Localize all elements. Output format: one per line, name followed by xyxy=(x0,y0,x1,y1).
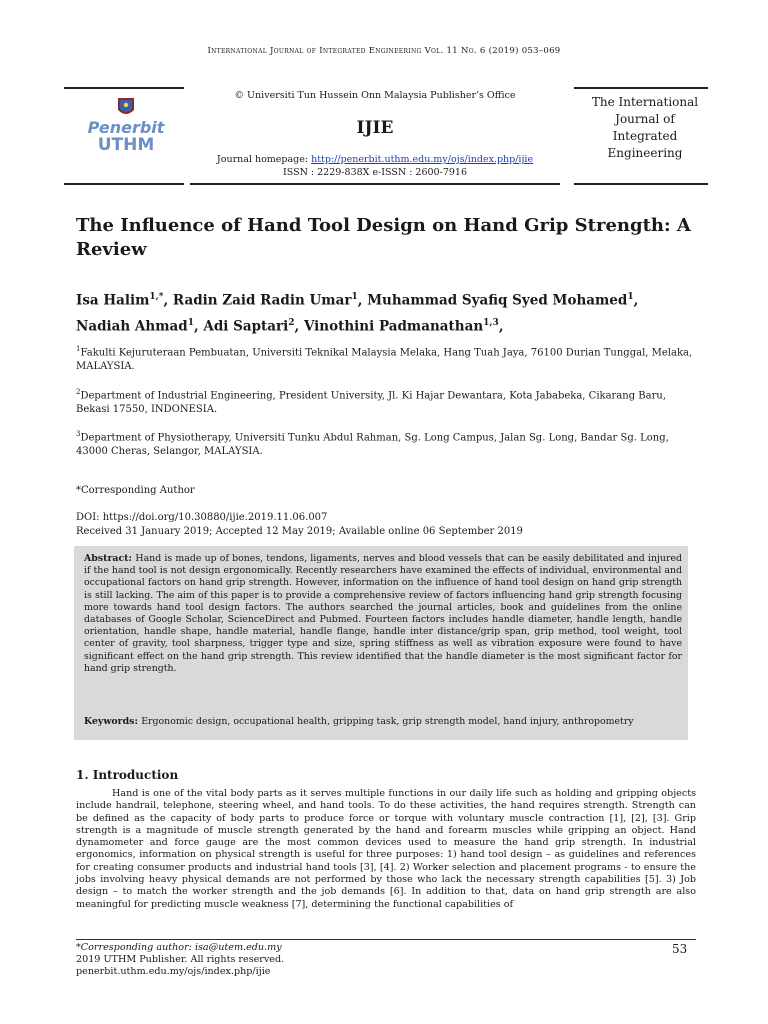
author-name: Radin Zaid Radin Umar xyxy=(172,292,352,309)
footer-publisher: 2019 UTHM Publisher. All rights reserved. xyxy=(76,954,285,965)
affiliation-text: Department of Industrial Engineering, President University, Jl. Ki Hajar Dewantara, Kota Jababeka, Cikarang Baru, Bekasi 17550, INDONESIA. xyxy=(76,390,667,416)
author-sep: , xyxy=(163,292,173,309)
header-rule-right-bottom xyxy=(574,183,708,185)
journal-name-line: Journal of xyxy=(615,112,675,126)
article-title: The Influence of Hand Tool Design on Hand Grip Strength: A Review xyxy=(76,215,691,260)
footer-email: *Corresponding author: isa@utem.edu.my xyxy=(76,942,282,953)
page-number: 53 xyxy=(672,942,688,956)
author-list xyxy=(76,286,716,337)
publisher-logo xyxy=(84,96,168,160)
footer-block xyxy=(76,942,284,978)
author-name: Adi Saptari xyxy=(203,318,289,334)
keywords-text: Ergonomic design, occupational health, gripping task, grip strength model, hand injury, anthropometry xyxy=(141,716,634,727)
author-sep: , xyxy=(294,318,304,334)
homepage-label: Journal homepage: xyxy=(216,154,312,165)
author-sep: , xyxy=(498,318,504,334)
affiliation xyxy=(76,342,696,374)
author-sep: , xyxy=(633,292,639,309)
author-sup: 1 xyxy=(187,317,194,328)
journal-abbrev: IJIE xyxy=(356,118,394,138)
author-sup: 1 xyxy=(351,292,358,302)
article-dates: Received 31 January 2019; Accepted 12 May 2019; Available online 06 September 2019 xyxy=(76,526,523,537)
issn-line: ISSN : 2229-838X e-ISSN : 2600-7916 xyxy=(282,167,467,178)
affiliation-sup: 1 xyxy=(76,345,81,353)
author-sup: 1 xyxy=(627,292,634,302)
abstract-text: Hand is made up of bones, tendons, ligaments, nerves and blood vessels that can be easily debilitated and injured if the hand tool is not design ergonomically. Recently researchers have examined the effects of individual, environmental and occupational factors on hand grip strength. However, information on the influence of hand tool design on hand grip strength is still lacking. The aim of this paper is to provide a comprehensive review of factors influencing hand grip strength focusing more towards hand tool design factors. The authors searched the journal articles, book and guidelines from the online databases of Google Scholar, ScienceDirect and Pubmed. Fourteen factors includes handle diameter, handle length, handle orientation, handle shape, handle material, handle flange, handle inter distance/grip span, grip method, tool weight, tool center of gravity, tool sharpness, trigger type and size, spring stiffness as well as vibration exposure were found to have significant effect on the hand grip strength. This review identified that the handle diameter is the most significant factor for hand grip strength. xyxy=(84,553,682,674)
affiliation-text: Department of Physiotherapy, Universiti Tunku Abdul Rahman, Sg. Long Campus, Jalan Sg. Long, Bandar Sg. Long, 43000 Cheras, Selangor, MALAYSIA. xyxy=(76,432,669,458)
section-heading: 1. Introduction xyxy=(76,768,179,782)
journal-name-line: Engineering xyxy=(607,146,683,160)
affiliation-sup: 3 xyxy=(76,430,81,438)
journal-homepage xyxy=(190,154,560,165)
footer-rule xyxy=(76,939,696,940)
author-sep: , xyxy=(357,292,368,309)
affiliation xyxy=(76,427,696,459)
header-rule-center-bottom xyxy=(190,183,560,185)
journal-name-line: Integrated xyxy=(612,129,678,143)
author-sup: 2 xyxy=(288,317,295,328)
abstract-label: Abstract: xyxy=(84,553,136,564)
keywords-label: Keywords: xyxy=(84,716,142,727)
keywords xyxy=(84,716,682,728)
affiliation-sup: 2 xyxy=(76,388,81,396)
doi: DOI: https://doi.org/10.30880/ijie.2019.11.06.007 xyxy=(76,512,328,523)
logo-text-penerbit: Penerbit xyxy=(87,118,165,137)
running-header: International Journal of Integrated Engineering Vol. 11 No. 6 (2019) 053–069 xyxy=(207,46,561,56)
header-rule-right xyxy=(574,87,708,89)
journal-full-name xyxy=(578,94,712,162)
author-name: Isa Halim xyxy=(76,292,150,309)
logo-text-uthm: UTHM xyxy=(97,135,155,155)
author-name: Vinothini Padmanathan xyxy=(303,318,484,334)
author-sup: 1,3 xyxy=(483,317,499,328)
author-sep: , xyxy=(193,318,204,334)
introduction-paragraph: Hand is one of the vital body parts as it serves multiple functions in our daily life such as holding and gripping objects include handrail, telephone, steering wheel, and hand tools. To do these activities, the hand requires strength. Strength can be defined as the capacity of body parts to produce force or torque with voluntary muscle contraction [1], [2], [3]. Grip strength is a magnitude of muscle strength generated by the hand and forearm muscles while gripping an object. Hand dynamometer and force gauge are the most common devices used to measure the hand grip strength. In industrial ergonomics, information on physical strength is useful for three purposes: 1) hand tool design – as guidelines and references for creating consumer products and industrial hand tools [3], [4]. 2) Worker selection and placement programs - to ensure the jobs involving heavy physical demands are not performed by those who lack the necessary strength capabilities [5]. 3) Job design – to match the worker strength and the job demands [6]. In addition to that, data on hand grip strength are also meaningful for predicting muscle weakness [7], determining the functional capabilities of xyxy=(76,788,696,910)
header-rule-left-bottom xyxy=(64,183,184,185)
author-name: Muhammad Syafiq Syed Mohamed xyxy=(367,292,628,309)
header-rule-left xyxy=(64,87,184,89)
affiliation xyxy=(76,385,696,417)
affiliation-text: Fakulti Kejuruteraan Pembuatan, Universiti Teknikal Malaysia Melaka, Hang Tuah Jaya, 76100 Durian Tunggal, Melaka, MALAYSIA. xyxy=(76,347,693,373)
footer-url[interactable]: penerbit.uthm.edu.my/ojs/index.php/ijie xyxy=(76,966,271,977)
homepage-link[interactable]: http://penerbit.uthm.edu.my/ojs/index.php/ijie xyxy=(311,154,534,165)
abstract xyxy=(84,553,682,675)
corresponding-author-note: *Corresponding Author xyxy=(76,485,195,496)
journal-name-line: The International xyxy=(591,95,699,109)
copyright-line: © Universiti Tun Hussein Onn Malaysia Publisher’s Office xyxy=(234,90,516,101)
author-sup: 1,* xyxy=(149,292,164,302)
author-name: Nadiah Ahmad xyxy=(76,318,188,334)
